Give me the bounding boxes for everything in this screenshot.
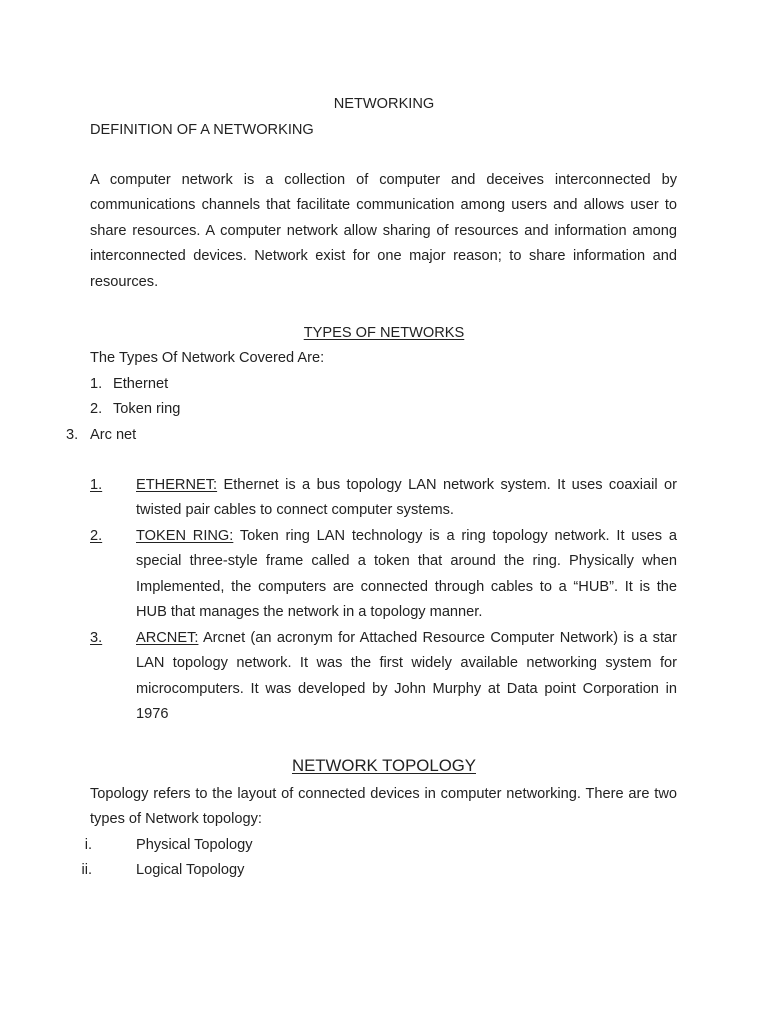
types-list-number: 2. bbox=[90, 401, 103, 417]
detail-text: Ethernet is a bus topology LAN network system. It uses coaxiail or twisted pair cables to connect computer systems. bbox=[136, 477, 677, 519]
detail-item-token-ring bbox=[136, 524, 677, 626]
topology-paragraph: Topology refers to the layout of connected devices in computer networking. There are two types of Network topology: bbox=[90, 786, 677, 828]
detail-label: ARCNET: bbox=[136, 630, 199, 646]
detail-label: ETHERNET: bbox=[136, 477, 218, 493]
detail-item-ethernet bbox=[136, 473, 677, 524]
detail-label: TOKEN RING: bbox=[136, 528, 234, 544]
detail-number-text: 3. bbox=[90, 630, 103, 646]
types-heading: TYPES OF NETWORKS bbox=[303, 325, 465, 341]
topology-heading: NETWORK TOPOLOGY bbox=[291, 756, 476, 775]
detail-number bbox=[90, 524, 102, 549]
types-intro: The Types Of Network Covered Are: bbox=[90, 350, 325, 366]
topology-list-number: ii. bbox=[81, 862, 92, 878]
topology-list-item: Physical Topology bbox=[136, 837, 253, 853]
types-list-item: Token ring bbox=[113, 401, 181, 417]
detail-text: Arcnet (an acronym for Attached Resource Computer Network) is a star LAN topology network. It was the first widely available networking system for microcomputers. It was developed by John Murphy at Data point Corporation in 1976 bbox=[136, 630, 677, 723]
detail-text: Token ring LAN technology is a ring topology network. It uses a special three-style frame called a token that around the ring. Physically when Implemented, the computers are connected through cables to a “HUB”. It is the HUB that manages the network in a topology manner. bbox=[136, 528, 677, 621]
topology-list-number: i. bbox=[84, 837, 92, 853]
types-list-item: Arc net bbox=[90, 427, 137, 443]
topology-list-item: Logical Topology bbox=[136, 862, 245, 878]
types-list-item: Ethernet bbox=[113, 376, 169, 392]
definition-heading: DEFINITION OF A NETWORKING bbox=[90, 122, 314, 138]
types-list-number: 1. bbox=[90, 376, 103, 392]
page-title: NETWORKING bbox=[333, 96, 435, 112]
detail-number bbox=[90, 626, 102, 651]
detail-number-text: 1. bbox=[90, 477, 103, 493]
detail-number bbox=[90, 473, 102, 498]
definition-paragraph: A computer network is a collection of computer and deceives interconnected by communications channels that facilitate communication among users and allows user to share resources. A computer network allow sharing of resources and information among interconnected devices. Network exist for one major reason; to share information and resources. bbox=[90, 172, 677, 290]
detail-number-text: 2. bbox=[90, 528, 103, 544]
detail-item-arcnet bbox=[136, 626, 677, 728]
types-list-number: 3. bbox=[66, 427, 79, 443]
